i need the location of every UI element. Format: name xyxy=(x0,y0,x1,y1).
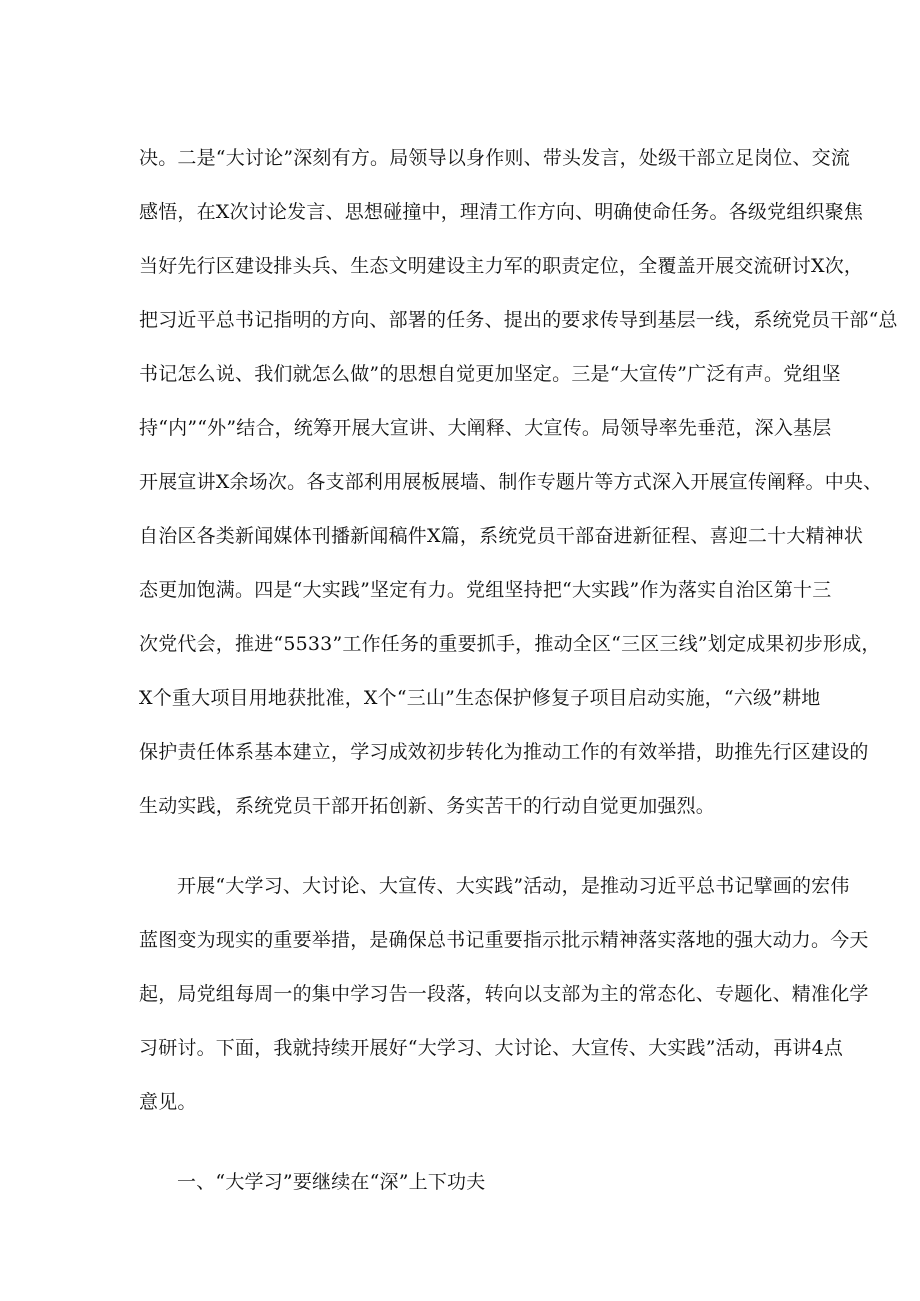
paragraph-line: 态更加饱满。四是“大实践”坚定有力。党组坚持把“大实践”作为落实自治区第十三 xyxy=(139,579,832,601)
paragraph-line: 保护责任体系基本建立，学习成效初步转化为推动工作的有效举措，助推先行区建设的 xyxy=(139,741,869,763)
paragraph-line: 书记怎么说、我们就怎么做”的思想自觉更加坚定。三是“大宣传”广泛有声。党组坚 xyxy=(139,363,841,385)
paragraph-line: 开展“大学习、大讨论、大宣传、大实践”活动，是推动习近平总书记擘画的宏伟 xyxy=(177,875,850,897)
paragraph-line: 生动实践，系统党员干部开拓创新、务实苦干的行动自觉更加强烈。 xyxy=(139,795,716,817)
paragraph-line: 当好先行区建设排头兵、生态文明建设主力军的职责定位，全覆盖开展交流研讨X次， xyxy=(139,255,864,277)
section-heading: 一、“大学习”要继续在“深”上下功夫 xyxy=(177,1171,486,1193)
paragraph-line: 次党代会，推进“5533”工作任务的重要抓手，推动全区“三区三线”划定成果初步形成， xyxy=(139,633,881,655)
paragraph-line: 持“内”“外”结合，统筹开展大宣讲、大阐释、大宣传。局领导率先垂范，深入基层 xyxy=(139,417,832,439)
paragraph-line: 蓝图变为现实的重要举措，是确保总书记重要指示批示精神落实落地的强大动力。今天 xyxy=(139,929,869,951)
paragraph-line: X个重大项目用地获批准，X个“三山”生态保护修复子项目启动实施，“六级”耕地 xyxy=(139,687,821,709)
paragraph-line: 开展宣讲X余场次。各支部利用展板展墙、制作专题片等方式深入开展宣传阐释。中央、 xyxy=(139,471,883,493)
paragraph-line: 习研讨。下面，我就持续开展好“大学习、大讨论、大宣传、大实践”活动，再讲4点 xyxy=(139,1037,844,1059)
paragraph-line: 自治区各类新闻媒体刊播新闻稿件X篇，系统党员干部奋进新征程、喜迎二十大精神状 xyxy=(139,525,864,547)
paragraph-line: 起，局党组每周一的集中学习告一段落，转向以支部为主的常态化、专题化、精准化学 xyxy=(139,983,869,1005)
paragraph-line: 意见。 xyxy=(139,1091,197,1113)
paragraph-line: 把习近平总书记指明的方向、部署的任务、提出的要求传导到基层一线，系统党员干部“总 xyxy=(139,309,898,331)
paragraph-line: 感悟，在X次讨论发言、思想碰撞中，理清工作方向、明确使命任务。各级党组织聚焦 xyxy=(139,201,864,223)
paragraph-line: 决。二是“大讨论”深刻有方。局领导以身作则、带头发言，处级干部立足岗位、交流 xyxy=(139,147,851,169)
